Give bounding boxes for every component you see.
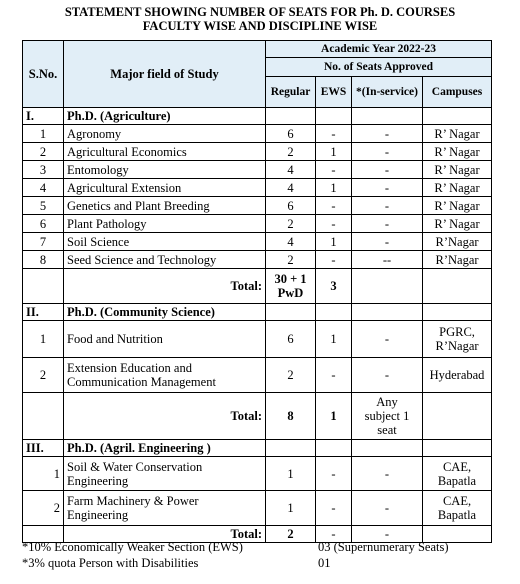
table-row	[23, 358, 492, 393]
row-sno: 6	[23, 215, 64, 233]
row-regular: 1	[266, 491, 316, 526]
total-label: Total:	[64, 269, 266, 304]
row-campus: R’ Nagar	[423, 197, 492, 215]
total-regular: 8	[266, 393, 316, 440]
row-campus	[423, 491, 492, 526]
col-header-ews: EWS	[316, 77, 352, 108]
row-campus-line1: PGRC,	[439, 325, 475, 339]
table-row	[23, 215, 492, 233]
row-regular: 6	[266, 321, 316, 358]
row-field	[64, 321, 266, 358]
row-ews: -	[316, 358, 352, 393]
row-campus-line1: CAE,	[442, 459, 472, 474]
row-inservice: -	[352, 457, 423, 491]
row-field: Plant Pathology	[64, 215, 266, 233]
row-field-line1: Extension Education and	[67, 361, 192, 375]
row-field: Genetics and Plant Breeding	[64, 197, 266, 215]
col-header-regular: Regular	[266, 77, 316, 108]
total-inservice: -	[352, 526, 423, 543]
row-campus: R’ Nagar	[423, 125, 492, 143]
row-ews: -	[316, 161, 352, 179]
row-campus: R’ Nagar	[423, 143, 492, 161]
total-regular-line2: PwD	[277, 286, 304, 300]
table-row	[23, 197, 492, 215]
seats-table	[22, 40, 492, 543]
row-ews: 1	[316, 143, 352, 161]
row-field-line2: Communication Management	[67, 375, 216, 389]
table-row	[23, 179, 492, 197]
section-number: II.	[23, 304, 64, 321]
total-row	[23, 269, 492, 304]
total-regular-line1: 30 + 1	[274, 272, 307, 286]
footnote-pwd-seats: 01	[318, 556, 331, 570]
total-ews: 1	[316, 393, 352, 440]
row-inservice: -	[352, 179, 423, 197]
row-campus	[423, 358, 492, 393]
table-row	[23, 457, 492, 491]
row-campus: R’Nagar	[423, 233, 492, 251]
row-field-line1: Food and Nutrition	[67, 332, 163, 346]
row-ews: 1	[316, 179, 352, 197]
row-ews: -	[316, 491, 352, 526]
total-row	[23, 393, 492, 440]
row-regular: 6	[266, 197, 316, 215]
row-ews: 1	[316, 233, 352, 251]
row-ews: 1	[316, 321, 352, 358]
row-sno: 2	[23, 143, 64, 161]
row-campus	[423, 457, 492, 491]
seats-approved-header: No. of Seats Approved	[266, 58, 492, 77]
row-sno: 7	[23, 233, 64, 251]
total-campus	[423, 393, 492, 440]
row-inservice: --	[352, 251, 423, 269]
row-campus: R’ Nagar	[423, 215, 492, 233]
total-regular	[266, 269, 316, 304]
row-sno: 5	[23, 197, 64, 215]
row-campus-line2: Bapatla	[437, 508, 477, 522]
col-header-inservice: *(In-service)	[352, 77, 423, 108]
row-field: Soil Science	[64, 233, 266, 251]
total-inservice-line2: subject 1	[364, 409, 410, 423]
row-campus: R’ Nagar	[423, 161, 492, 179]
row-sno: 1	[23, 125, 64, 143]
row-regular: 2	[266, 143, 316, 161]
row-sno: 3	[23, 161, 64, 179]
row-ews: -	[316, 125, 352, 143]
row-inservice: -	[352, 161, 423, 179]
row-inservice: -	[352, 491, 423, 526]
row-field: Entomology	[64, 161, 266, 179]
total-inservice	[352, 393, 423, 440]
row-regular: 1	[266, 457, 316, 491]
row-ews: -	[316, 251, 352, 269]
footnote-ews-seats: 03 (Supernumerary Seats)	[318, 540, 449, 554]
footnote-pwd: *3% quota Person with Disabilities	[22, 556, 199, 570]
row-campus-line1: Hyderabad	[429, 368, 485, 382]
total-campus	[423, 269, 492, 304]
table-row	[23, 233, 492, 251]
total-label: Total:	[64, 526, 266, 543]
row-inservice: -	[352, 197, 423, 215]
row-field: Agricultural Economics	[64, 143, 266, 161]
row-campus-line2: R’Nagar	[435, 339, 479, 353]
row-regular: 6	[266, 125, 316, 143]
row-field-line2: Engineering	[67, 508, 129, 522]
row-ews: -	[316, 215, 352, 233]
section-number: I.	[23, 108, 64, 125]
row-sno: 2	[23, 491, 64, 526]
row-regular: 4	[266, 233, 316, 251]
section-title: Ph.D. (Community Science)	[64, 304, 266, 321]
row-field	[64, 491, 266, 526]
row-regular: 2	[266, 215, 316, 233]
row-sno: 2	[23, 358, 64, 393]
row-ews: -	[316, 457, 352, 491]
total-inservice-line3: seat	[377, 423, 397, 437]
row-inservice: -	[352, 233, 423, 251]
row-sno: 1	[23, 457, 64, 491]
row-campus: R’ Nagar	[423, 179, 492, 197]
row-campus	[423, 321, 492, 358]
total-regular: 2	[266, 526, 316, 543]
row-field: Seed Science and Technology	[64, 251, 266, 269]
total-label: Total:	[64, 393, 266, 440]
row-regular: 4	[266, 161, 316, 179]
total-ews: -	[316, 526, 352, 543]
row-field: Agricultural Extension	[64, 179, 266, 197]
section-title: Ph.D. (Agril. Engineering )	[64, 440, 266, 457]
document-subtitle: FACULTY WISE AND DISCIPLINE WISE	[142, 19, 378, 33]
row-regular: 2	[266, 251, 316, 269]
table-row	[23, 251, 492, 269]
row-regular: 4	[266, 179, 316, 197]
table-row	[23, 321, 492, 358]
section-number: III.	[23, 440, 64, 457]
row-sno: 1	[23, 321, 64, 358]
row-inservice: -	[352, 321, 423, 358]
table-row	[23, 125, 492, 143]
row-sno: 4	[23, 179, 64, 197]
row-inservice: -	[352, 215, 423, 233]
table-row	[23, 143, 492, 161]
total-inservice-line1: Any	[376, 395, 398, 409]
row-field-line1: Soil & Water Conservation	[67, 459, 203, 474]
col-header-field: Major field of Study	[64, 41, 266, 108]
row-field-line2: Engineering	[67, 473, 129, 488]
footnote-ews: *10% Economically Weaker Section (EWS)	[22, 540, 243, 554]
col-header-campuses: Campuses	[423, 77, 492, 108]
row-inservice: -	[352, 358, 423, 393]
document-title: STATEMENT SHOWING NUMBER OF SEATS FOR Ph. D. COURSES	[64, 5, 456, 19]
row-inservice: -	[352, 125, 423, 143]
row-campus-line1: CAE,	[442, 494, 472, 508]
row-field	[64, 358, 266, 393]
row-campus: R’Nagar	[423, 251, 492, 269]
row-regular: 2	[266, 358, 316, 393]
row-inservice: -	[352, 143, 423, 161]
table-row	[23, 491, 492, 526]
academic-year-header: Academic Year 2022-23	[266, 41, 492, 58]
row-field-line1: Farm Machinery & Power	[67, 494, 199, 508]
table-row	[23, 161, 492, 179]
total-inservice	[352, 269, 423, 304]
row-ews: -	[316, 197, 352, 215]
col-header-sno: S.No.	[23, 41, 64, 108]
row-campus-line2: Bapatla	[437, 473, 477, 488]
row-field	[64, 457, 266, 491]
row-sno: 8	[23, 251, 64, 269]
total-ews: 3	[316, 269, 352, 304]
row-field: Agronomy	[64, 125, 266, 143]
section-title: Ph.D. (Agriculture)	[64, 108, 266, 125]
